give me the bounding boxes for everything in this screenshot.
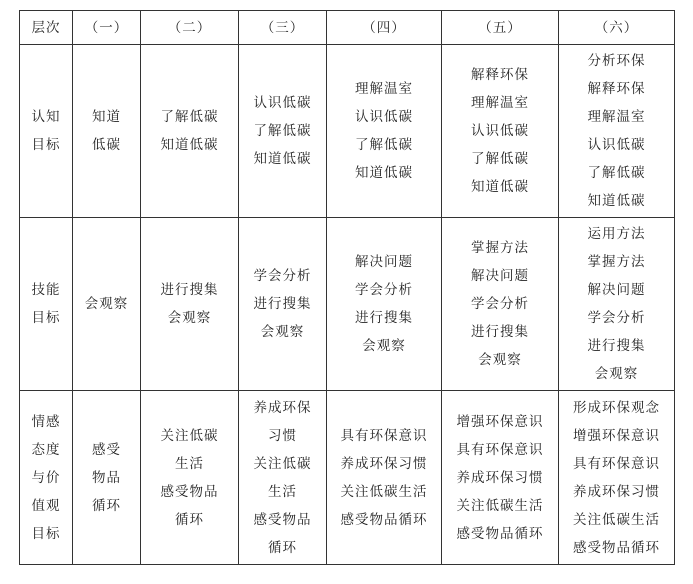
- goal-cell: [559, 218, 675, 391]
- goal-cell: [141, 45, 239, 218]
- goal-line: 了解低碳: [253, 123, 312, 139]
- goal-line: 掌握方法: [471, 240, 529, 256]
- goal-line: 了解低碳: [587, 165, 646, 181]
- level-1-header: （一）: [73, 11, 141, 45]
- row-label-line: 值观: [31, 497, 61, 514]
- goal-line: 会观察: [362, 338, 406, 354]
- goal-cell: [73, 218, 141, 391]
- goal-line: 生活: [268, 483, 297, 500]
- row-label: [20, 391, 73, 565]
- goal-line: 学会分析: [471, 296, 529, 312]
- goal-line: 解释环保: [587, 81, 646, 97]
- goal-line: 养成环保习惯: [573, 483, 660, 500]
- cognitive-row: [20, 45, 675, 218]
- goal-line: 进行搜集: [471, 324, 529, 340]
- goal-line: 具有环保意识: [573, 455, 660, 472]
- goal-line: 低碳: [92, 137, 121, 153]
- goal-line: 养成环保: [253, 399, 312, 416]
- goal-line: 理解温室: [471, 95, 529, 111]
- goal-line: 进行搜集: [253, 296, 312, 312]
- corner-header: 层次: [20, 11, 73, 45]
- goal-line: 增强环保意识: [456, 413, 544, 430]
- goal-line: 关注低碳: [253, 455, 312, 472]
- goal-line: 掌握方法: [587, 254, 646, 270]
- goal-line: 学会分析: [587, 310, 646, 326]
- goal-line: 感受物品循环: [340, 511, 428, 528]
- goal-line: 进行搜集: [587, 338, 646, 354]
- goal-line: 解决问题: [355, 254, 413, 270]
- goal-line: 知道: [92, 109, 121, 125]
- goal-line: 习惯: [268, 427, 297, 444]
- goal-line: 认识低碳: [355, 109, 413, 125]
- level-5-header: （五）: [442, 11, 559, 45]
- row-label-line: 情感: [31, 413, 61, 430]
- goal-line: 生活: [175, 455, 204, 472]
- goal-line: 会观察: [84, 296, 129, 312]
- goal-cell: [559, 45, 675, 218]
- row-label-line: 认知: [31, 109, 61, 125]
- goal-cell: [327, 391, 442, 565]
- goal-line: 养成环保习惯: [340, 455, 428, 472]
- goal-line: 会观察: [167, 310, 212, 326]
- goal-cell: [559, 391, 675, 565]
- level-4-header: （四）: [327, 11, 442, 45]
- goal-cell: [239, 45, 327, 218]
- goal-cell: [239, 218, 327, 391]
- goal-cell: [141, 218, 239, 391]
- goal-line: 解决问题: [587, 282, 646, 298]
- goal-line: 会观察: [260, 324, 305, 340]
- goal-line: 关注低碳生活: [340, 483, 428, 500]
- goal-line: 了解低碳: [471, 151, 529, 167]
- goal-line: 关注低碳生活: [573, 511, 660, 528]
- goal-line: 学会分析: [253, 268, 312, 284]
- goal-line: 循环: [268, 539, 297, 556]
- goal-line: 进行搜集: [355, 310, 413, 326]
- goal-line: 具有环保意识: [456, 441, 544, 458]
- goal-line: 具有环保意识: [340, 427, 428, 444]
- goal-line: 增强环保意识: [573, 427, 660, 444]
- goal-line: 循环: [175, 511, 204, 528]
- goal-cell: [73, 45, 141, 218]
- row-label-line: 与价: [31, 469, 61, 486]
- goal-line: 感受: [92, 441, 121, 458]
- goal-line: 物品: [92, 469, 121, 486]
- goal-cell: [141, 391, 239, 565]
- goal-line: 感受物品: [253, 511, 312, 528]
- row-label-line: 态度: [31, 441, 61, 458]
- goal-line: 形成环保观念: [573, 399, 660, 416]
- goal-line: 了解低碳: [355, 137, 413, 153]
- row-label-line: 目标: [31, 137, 61, 153]
- row-label-line: 目标: [31, 525, 61, 542]
- goal-cell: [442, 45, 559, 218]
- goal-line: 知道低碳: [587, 193, 646, 209]
- goal-cell: [327, 218, 442, 391]
- goal-line: 知道低碳: [160, 137, 219, 153]
- row-label: [20, 218, 73, 391]
- goal-cell: [442, 218, 559, 391]
- level-3-header: （三）: [239, 11, 327, 45]
- goal-line: 知道低碳: [253, 151, 312, 167]
- header-row: [20, 11, 675, 45]
- goal-line: 学会分析: [355, 282, 413, 298]
- goal-line: 认识低碳: [253, 95, 312, 111]
- goal-line: 感受物品循环: [573, 539, 660, 556]
- goal-line: 知道低碳: [471, 179, 529, 195]
- goal-line: 理解温室: [355, 81, 413, 97]
- affective-row: [20, 391, 675, 565]
- goal-line: 感受物品循环: [456, 525, 544, 542]
- goal-line: 知道低碳: [355, 165, 413, 181]
- goal-line: 养成环保习惯: [456, 469, 544, 486]
- level-2-header: （二）: [141, 11, 239, 45]
- goal-line: 会观察: [478, 352, 522, 368]
- goal-line: 循环: [92, 497, 121, 514]
- goal-line: 解决问题: [471, 268, 529, 284]
- goal-line: 关注低碳: [160, 427, 219, 444]
- goal-line: 理解温室: [587, 109, 646, 125]
- skill-row: [20, 218, 675, 391]
- goal-line: 解释环保: [471, 67, 529, 83]
- goal-cell: [239, 391, 327, 565]
- row-label: [20, 45, 73, 218]
- goal-line: 会观察: [594, 366, 639, 382]
- goal-cell: [442, 391, 559, 565]
- goal-line: 分析环保: [587, 53, 646, 69]
- level-6-header: （六）: [559, 11, 675, 45]
- goal-line: 感受物品: [160, 483, 219, 500]
- goal-line: 运用方法: [587, 226, 646, 242]
- row-label-line: 技能: [31, 282, 61, 298]
- goal-line: 了解低碳: [160, 109, 219, 125]
- goal-line: 认识低碳: [587, 137, 646, 153]
- goal-cell: [327, 45, 442, 218]
- row-label-line: 目标: [31, 310, 61, 326]
- goal-line: 认识低碳: [471, 123, 529, 139]
- goal-cell: [73, 391, 141, 565]
- goal-line: 进行搜集: [160, 282, 219, 298]
- goals-table: [19, 10, 675, 565]
- goal-line: 关注低碳生活: [456, 497, 544, 514]
